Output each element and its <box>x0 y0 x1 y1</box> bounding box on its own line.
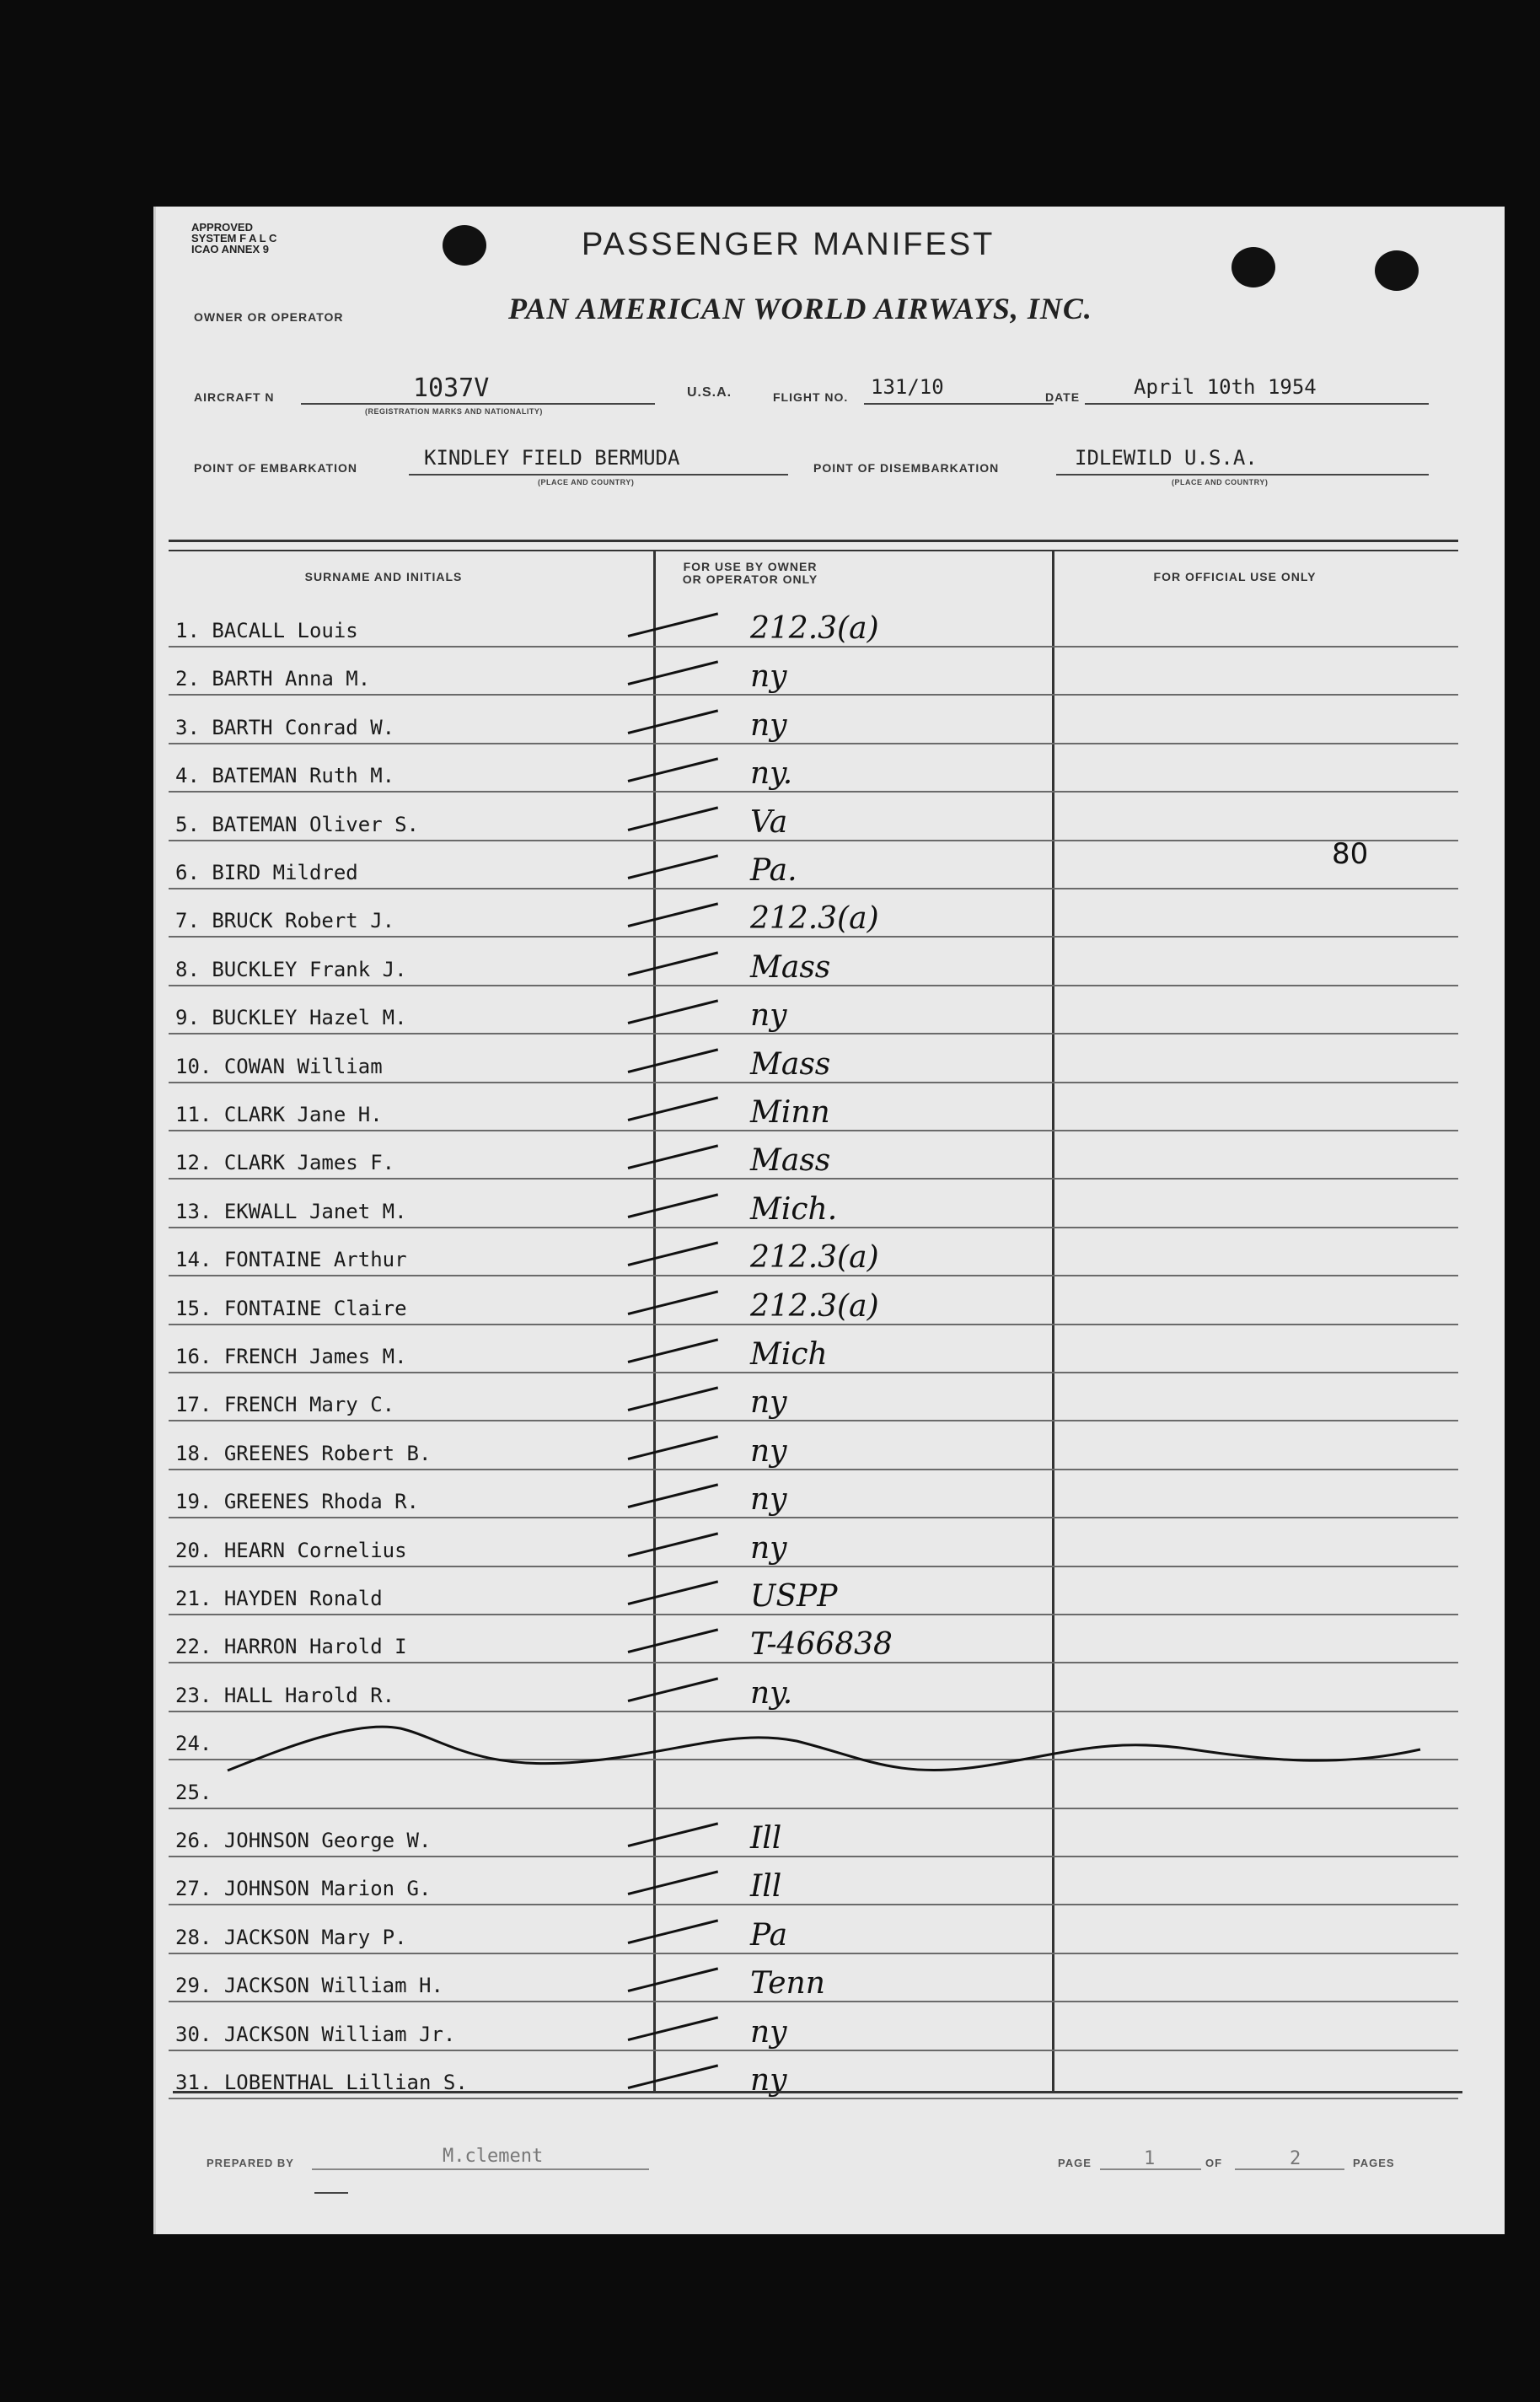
passenger-name <box>175 1345 407 1368</box>
row-number: 27. <box>175 1877 212 1901</box>
row-number: 26. <box>175 1829 212 1852</box>
check-tick-mark <box>628 709 718 734</box>
flight-label: FLIGHT NO. <box>773 390 849 404</box>
page-value: 1 <box>1144 2148 1156 2169</box>
handwritten-state-note: T-466838 <box>750 1627 893 1663</box>
handwritten-state-note: 212.3(a) <box>750 1240 879 1276</box>
row-number: 20. <box>175 1538 212 1562</box>
check-tick-mark <box>628 1968 718 1993</box>
row-number: 2. <box>175 667 200 691</box>
passenger-name <box>175 619 358 642</box>
table-row <box>169 1905 1458 1954</box>
row-number: 25. <box>175 1780 212 1804</box>
table-row <box>169 1324 1458 1373</box>
table-bottom-rule <box>173 2091 1462 2093</box>
date-label: DATE <box>1045 390 1081 404</box>
table-row <box>169 1421 1458 1470</box>
row-number: 6. <box>175 861 200 884</box>
handwritten-state-note: Minn <box>750 1095 830 1130</box>
row-number: 30. <box>175 2022 212 2046</box>
passenger-name <box>175 764 394 787</box>
handwritten-state-note: ny <box>750 1530 787 1566</box>
passenger-name <box>175 1781 224 1804</box>
strike-through-wave <box>223 1720 1429 1787</box>
check-tick-mark <box>628 2016 718 2041</box>
owner-column-header-line: OR OPERATOR ONLY <box>682 572 818 586</box>
passenger-surname-initials: BUCKLEY Frank J. <box>212 957 407 981</box>
passenger-name <box>175 1006 407 1029</box>
passenger-name <box>175 1055 383 1078</box>
row-number: 18. <box>175 1441 212 1465</box>
table-row <box>169 1130 1458 1180</box>
passenger-name <box>175 1635 407 1658</box>
disembarkation-sub-label: (PLACE AND COUNTRY) <box>1172 478 1269 486</box>
handwritten-state-note: ny <box>750 2014 787 2050</box>
embarkation-label: POINT OF EMBARKATION <box>194 461 357 475</box>
passenger-surname-initials: COWAN William <box>223 1054 383 1078</box>
passenger-surname-initials: BIRD Mildred <box>212 861 358 884</box>
aircraft-value: 1037V <box>413 373 490 403</box>
check-tick-mark <box>628 806 718 831</box>
check-tick-mark <box>628 1484 718 1509</box>
table-row <box>169 1179 1458 1228</box>
punch-hole <box>443 225 486 266</box>
row-number: 23. <box>175 1683 212 1707</box>
owner-column-header <box>628 561 872 586</box>
table-row <box>169 1953 1458 2002</box>
date-value: April 10th 1954 <box>1134 375 1317 399</box>
handwritten-state-note: Ill <box>750 1821 782 1856</box>
table-row <box>169 1614 1458 1663</box>
check-tick-mark <box>628 1193 718 1218</box>
aircraft-label: AIRCRAFT N <box>194 390 275 404</box>
passenger-surname-initials: BUCKLEY Hazel M. <box>212 1006 407 1030</box>
punch-hole <box>1231 247 1275 287</box>
page-label: PAGE <box>1058 2157 1092 2169</box>
aircraft-underline <box>301 403 655 405</box>
handwritten-state-note: ny <box>750 1433 787 1469</box>
passenger-name <box>175 1200 407 1223</box>
handwritten-state-note: ny <box>750 659 787 695</box>
row-number: 28. <box>175 1925 212 1949</box>
passenger-surname-initials: JACKSON William H. <box>223 1974 443 1998</box>
date-underline <box>1085 403 1429 405</box>
disembarkation-label: POINT OF DISEMBARKATION <box>813 461 1000 475</box>
passenger-surname-initials: FONTAINE Arthur <box>223 1248 407 1272</box>
row-number: 17. <box>175 1393 212 1417</box>
check-tick-mark <box>628 1580 718 1605</box>
table-row <box>169 1034 1458 1083</box>
table-row <box>169 695 1458 744</box>
check-tick-mark <box>628 1242 718 1267</box>
row-number: 31. <box>175 2071 212 2094</box>
handwritten-state-note: ny <box>750 1482 787 1518</box>
passenger-surname-initials: JOHNSON George W. <box>223 1829 432 1852</box>
handwritten-state-note: Mass <box>750 1143 831 1179</box>
pages-label: PAGES <box>1353 2157 1395 2169</box>
passenger-name <box>175 1926 407 1949</box>
passenger-surname-initials: FONTAINE Claire <box>223 1296 407 1320</box>
of-label: OF <box>1205 2157 1223 2169</box>
table-row <box>169 1372 1458 1421</box>
passenger-surname-initials: HEARN Cornelius <box>223 1538 407 1562</box>
passenger-surname-initials: HAYDEN Ronald <box>223 1587 383 1610</box>
handwritten-state-note: Pa. <box>750 853 797 888</box>
check-tick-mark <box>628 1290 718 1315</box>
prepared-by-value: M.clement <box>443 2146 544 2167</box>
passenger-name <box>175 1442 431 1465</box>
passenger-name <box>175 1829 431 1852</box>
manifest-page <box>153 207 1505 2234</box>
passenger-name <box>175 1297 407 1320</box>
embarkation-value: KINDLEY FIELD BERMUDA <box>424 446 680 470</box>
row-number: 12. <box>175 1151 212 1175</box>
passenger-surname-initials: BARTH Anna M. <box>212 667 371 691</box>
airline-name: PAN AMERICAN WORLD AIRWAYS, INC. <box>508 292 1092 325</box>
table-row <box>169 840 1458 889</box>
surname-column-header: SURNAME AND INITIALS <box>304 570 463 583</box>
prepared-by-label: PREPARED BY <box>207 2157 294 2169</box>
handwritten-state-note: Ill <box>750 1869 782 1905</box>
table-row <box>169 1276 1458 1325</box>
passenger-surname-initials: BRUCK Robert J. <box>212 909 395 933</box>
passenger-name <box>175 1974 443 1997</box>
check-tick-mark <box>628 1096 718 1121</box>
passenger-name <box>175 1151 394 1174</box>
check-tick-mark <box>628 1532 718 1557</box>
handwritten-state-note: Mich <box>750 1337 828 1372</box>
table-row <box>169 646 1458 696</box>
passenger-name <box>175 909 394 932</box>
flight-value: 131/10 <box>871 375 944 399</box>
table-row <box>169 1082 1458 1131</box>
punch-hole <box>1375 250 1419 291</box>
handwritten-state-note: ny <box>750 2063 787 2098</box>
check-tick-mark <box>628 951 718 976</box>
passenger-name <box>175 1684 394 1707</box>
row-number: 3. <box>175 715 200 739</box>
passenger-surname-initials: BARTH Conrad W. <box>212 715 395 739</box>
row-number: 22. <box>175 1635 212 1659</box>
passenger-name <box>175 1490 419 1513</box>
handwritten-state-note: Mass <box>750 949 831 985</box>
table-row <box>169 2002 1458 2051</box>
table-row <box>169 792 1458 841</box>
disembarkation-underline <box>1056 474 1429 476</box>
handwritten-state-note: Pa <box>750 1917 788 1953</box>
row-number: 19. <box>175 1490 212 1514</box>
handwritten-state-note: 212.3(a) <box>750 1288 879 1324</box>
document-title: PASSENGER MANIFEST <box>582 227 995 262</box>
passenger-name <box>175 667 370 691</box>
table-row <box>169 1808 1458 1857</box>
table-row <box>169 743 1458 793</box>
approved-line: ICAO ANNEX 9 <box>191 243 269 255</box>
check-tick-mark <box>628 1387 718 1412</box>
approval-stamp <box>191 222 276 255</box>
check-tick-mark <box>628 661 718 686</box>
passenger-surname-initials: BATEMAN Oliver S. <box>212 812 419 836</box>
owner-column-header-line: FOR USE BY OWNER <box>683 560 818 573</box>
row-number: 10. <box>175 1054 212 1078</box>
passenger-surname-initials: JACKSON William Jr. <box>223 2022 456 2046</box>
check-tick-mark <box>628 1871 718 1896</box>
check-tick-mark <box>628 1145 718 1170</box>
row-number: 16. <box>175 1345 212 1368</box>
check-tick-mark <box>628 2064 718 2089</box>
row-number: 4. <box>175 764 200 788</box>
check-tick-mark <box>628 758 718 783</box>
owner-label: OWNER OR OPERATOR <box>194 310 344 324</box>
aircraft-sub-label: (REGISTRATION MARKS AND NATIONALITY) <box>365 407 543 416</box>
passenger-name <box>175 716 394 739</box>
handwritten-state-note: Mich. <box>750 1191 838 1227</box>
check-tick-mark <box>628 1338 718 1363</box>
passenger-name <box>175 1393 394 1416</box>
passenger-surname-initials: CLARK James F. <box>223 1151 395 1175</box>
passenger-name <box>175 1103 383 1126</box>
passenger-surname-initials: LOBENTHAL Lillian S. <box>223 2071 468 2094</box>
passenger-name <box>175 1539 407 1562</box>
official-note: 80 <box>1332 837 1369 871</box>
passenger-name <box>175 1877 431 1900</box>
approved-line: APPROVED <box>191 221 253 234</box>
handwritten-state-note: ny <box>750 1385 787 1421</box>
of-value: 2 <box>1290 2148 1301 2169</box>
handwritten-state-note: ny <box>750 707 787 743</box>
row-number: 8. <box>175 957 200 981</box>
handwritten-state-note: 212.3(a) <box>750 611 879 646</box>
passenger-surname-initials: GREENES Robert B. <box>223 1441 432 1465</box>
row-number: 29. <box>175 1974 212 1998</box>
table-row <box>169 598 1458 648</box>
passenger-name <box>175 861 358 884</box>
handwritten-state-note: Mass <box>750 1046 831 1082</box>
check-tick-mark <box>628 903 718 928</box>
footer-mark <box>314 2192 348 2194</box>
check-tick-mark <box>628 1822 718 1847</box>
check-tick-mark <box>628 1919 718 1944</box>
approved-line: SYSTEM F A L C <box>191 232 277 244</box>
table-row <box>169 888 1458 938</box>
handwritten-state-note: USPP <box>750 1579 838 1614</box>
table-row <box>169 937 1458 986</box>
row-number: 9. <box>175 1006 200 1030</box>
check-tick-mark <box>628 1677 718 1702</box>
row-number: 24. <box>175 1732 212 1756</box>
row-number: 13. <box>175 1199 212 1223</box>
table-row <box>169 1227 1458 1276</box>
check-tick-mark <box>628 612 718 637</box>
check-tick-mark <box>628 854 718 879</box>
table-row <box>169 985 1458 1034</box>
passenger-name <box>175 813 419 836</box>
official-column-header: FOR OFFICIAL USE ONLY <box>1153 570 1317 583</box>
passenger-surname-initials: CLARK Jane H. <box>223 1103 383 1126</box>
passenger-surname-initials: FRENCH Mary C. <box>223 1393 395 1417</box>
passenger-name <box>175 958 407 981</box>
handwritten-state-note: Tenn <box>750 1966 825 2002</box>
passenger-surname-initials: FRENCH James M. <box>223 1345 407 1368</box>
embarkation-underline <box>409 474 788 476</box>
passenger-name <box>175 2023 455 2046</box>
passenger-surname-initials: HALL Harold R. <box>223 1683 395 1707</box>
row-number: 7. <box>175 909 200 933</box>
check-tick-mark <box>628 1048 718 1073</box>
handwritten-state-note: ny <box>750 998 787 1034</box>
disembarkation-value: IDLEWILD U.S.A. <box>1075 446 1258 470</box>
passenger-name <box>175 1732 224 1755</box>
check-tick-mark <box>628 1629 718 1654</box>
check-tick-mark <box>628 1435 718 1460</box>
row-number: 14. <box>175 1248 212 1272</box>
passenger-surname-initials: EKWALL Janet M. <box>223 1199 407 1223</box>
row-number: 11. <box>175 1103 212 1126</box>
handwritten-state-note: ny. <box>750 756 793 792</box>
usa-label: U.S.A. <box>687 385 732 400</box>
row-number: 5. <box>175 812 200 836</box>
table-row <box>169 1566 1458 1615</box>
table-row <box>169 1469 1458 1518</box>
handwritten-state-note: Va <box>750 804 788 840</box>
table-row <box>169 1518 1458 1567</box>
passenger-surname-initials: JACKSON Mary P. <box>223 1925 407 1949</box>
check-tick-mark <box>628 1000 718 1025</box>
flight-underline <box>864 403 1054 405</box>
handwritten-state-note: 212.3(a) <box>750 901 879 937</box>
row-number: 15. <box>175 1296 212 1320</box>
passenger-surname-initials: BACALL Louis <box>212 619 358 642</box>
embarkation-sub-label: (PLACE AND COUNTRY) <box>538 478 635 486</box>
prepared-by-underline <box>312 2168 649 2170</box>
handwritten-state-note: ny. <box>750 1675 793 1711</box>
row-number: 1. <box>175 619 200 642</box>
row-number: 21. <box>175 1587 212 1610</box>
passenger-surname-initials: GREENES Rhoda R. <box>223 1490 419 1514</box>
table-row <box>169 1663 1458 1712</box>
passenger-surname-initials: BATEMAN Ruth M. <box>212 764 395 788</box>
passenger-name <box>175 1248 407 1271</box>
passenger-surname-initials: JOHNSON Marion G. <box>223 1877 432 1901</box>
passenger-surname-initials: HARRON Harold I <box>223 1635 407 1659</box>
passenger-name <box>175 1587 383 1610</box>
table-top-rule <box>169 540 1458 551</box>
table-row <box>169 1856 1458 1905</box>
